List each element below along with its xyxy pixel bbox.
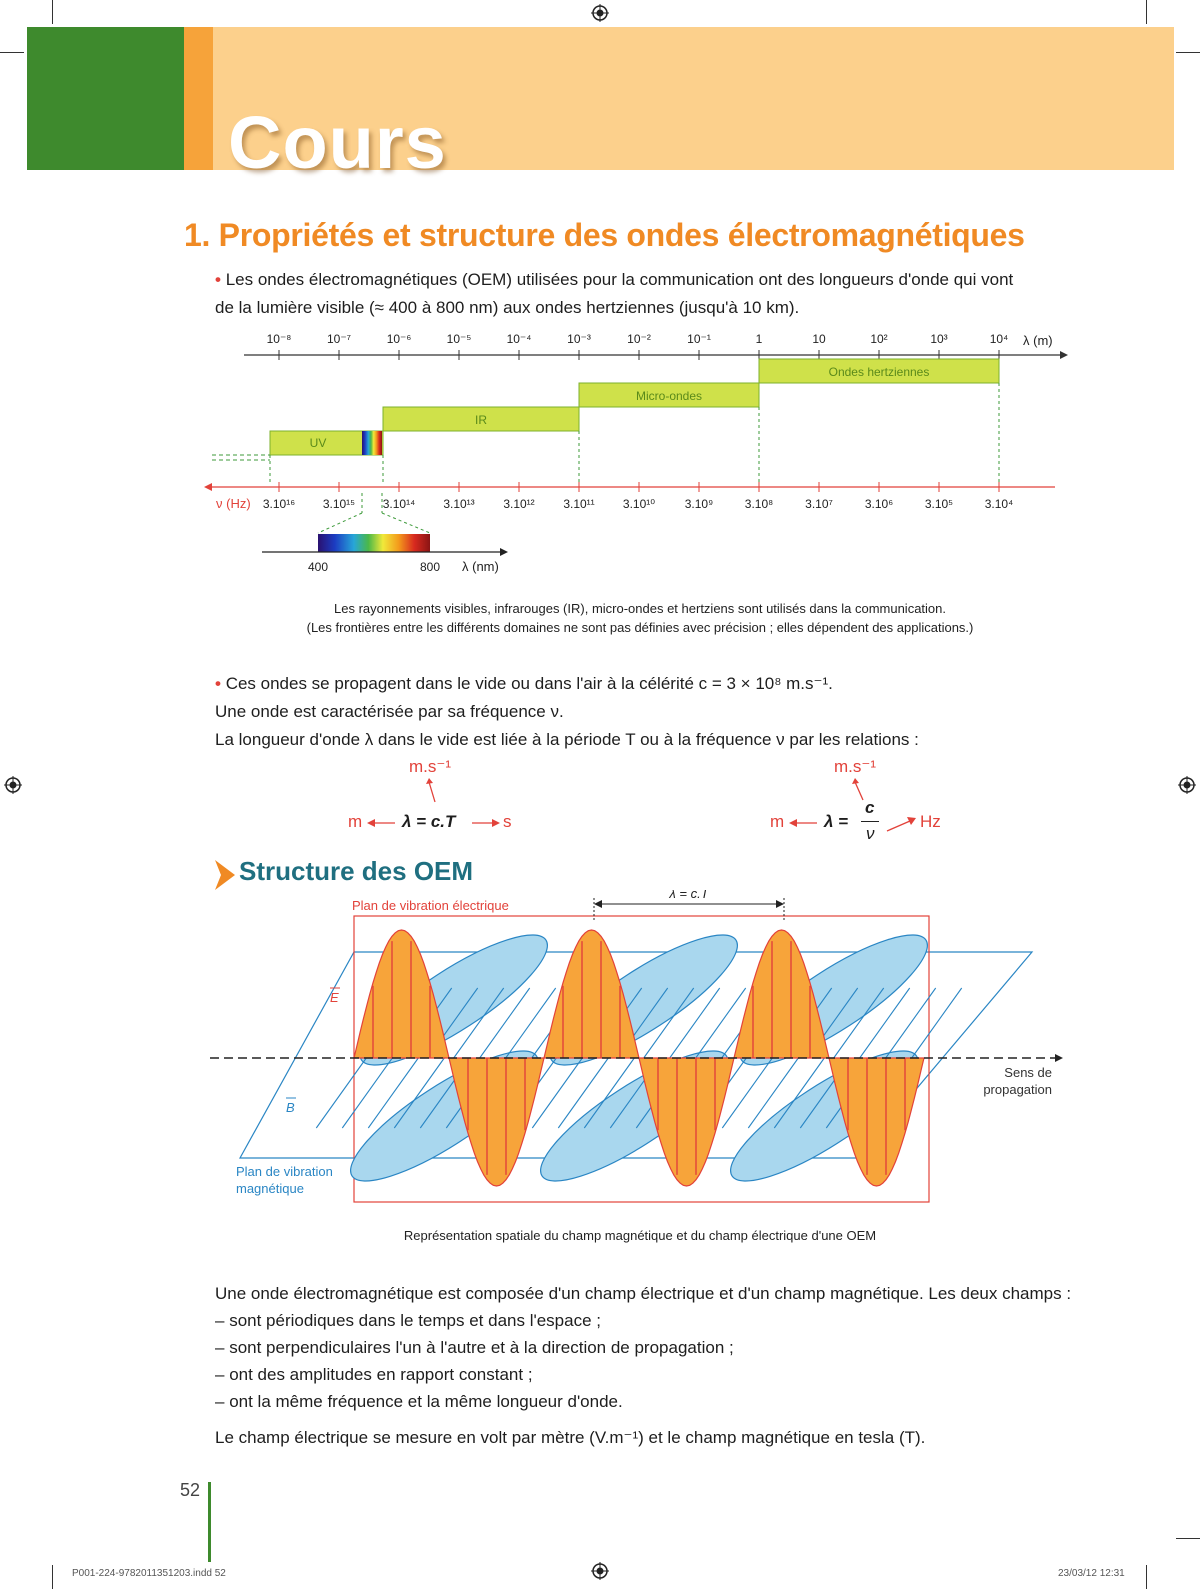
magnetic-plane-label-1: Plan de vibration: [236, 1164, 333, 1179]
structure-title: Structure des OEM: [239, 856, 474, 886]
eq1-formula: λ = c.T: [402, 812, 456, 831]
crop-mark: [1176, 1538, 1200, 1539]
section-arrow-icon: [213, 860, 237, 890]
frequency-tick-label: 3.10¹⁰: [622, 497, 656, 511]
spectrum-caption-line-2: (Les frontières entre les différents domaines ne sont pas définies avec précision ; elles dépendent des applications.): [306, 620, 974, 635]
electric-plane-label: Plan de vibration électrique: [352, 898, 509, 913]
eq2-numerator: c: [865, 798, 875, 817]
conclusion: [215, 1280, 1175, 1451]
registration-mark-icon: [1178, 776, 1196, 794]
frequency-tick-label: 3.10⁶: [864, 497, 894, 511]
visible-axis-label: λ (nm): [462, 559, 499, 574]
list-item: – sont perpendiculaires l'un à l'autre et à la direction de propagation ;: [215, 1338, 734, 1357]
eq1-left-arrow-icon: [367, 817, 397, 829]
spectrum-caption: [180, 601, 1100, 635]
wavelength-tick-label: 10⁻⁸: [266, 332, 292, 346]
intro-line-1: Les ondes électromagnétiques (OEM) utilisées pour la communication ont des longueurs d'onde qui vont: [225, 270, 1014, 289]
wavelength-tick-label: 10⁻⁴: [506, 332, 532, 346]
conclusion-intro: Une onde électromagnétique est composée d'un champ électrique et d'un champ magnétique. Les deux champs :: [215, 1284, 1072, 1303]
fraction-bar: [861, 821, 879, 822]
frequency-tick-label: 3.10⁵: [924, 497, 954, 511]
crop-mark: [0, 52, 24, 53]
magnetic-field-vector: [912, 988, 962, 1058]
wavelength-label: λ = c.T: [669, 890, 709, 901]
em-wave-diagram: [210, 890, 1080, 1220]
wavelength-tick-label: 10⁻¹: [687, 332, 711, 346]
registration-mark-icon: [591, 4, 609, 22]
page-title: Cours: [228, 101, 447, 184]
frequency-tick-label: 3.10⁷: [805, 497, 833, 511]
crop-mark: [52, 0, 53, 24]
wavelength-axis-arrow: [1060, 351, 1068, 359]
crop-mark: [52, 1565, 53, 1589]
eq1-unit-top: m.s⁻¹: [409, 757, 452, 776]
band-ir-label: IR: [475, 413, 487, 427]
eq2-unit-top: m.s⁻¹: [834, 757, 877, 776]
visible-max-label: 800: [419, 560, 441, 574]
band-uv-label: UV: [309, 436, 327, 450]
magnetic-plane-label-2: magnétique: [236, 1181, 304, 1196]
registration-mark-icon: [591, 1562, 609, 1580]
propagation-arrow: [1055, 1054, 1063, 1062]
list-item: – ont la même fréquence et la même longueur d'onde.: [215, 1392, 623, 1411]
eq2-left-unit: m: [770, 812, 785, 831]
wavelength-tick-label: 10⁻³: [567, 332, 591, 346]
frequency-axis-arrow: [204, 483, 212, 491]
wavelength-axis-label: λ (m): [1023, 333, 1053, 348]
magnetic-field-vector: [886, 988, 936, 1058]
propagation-paragraph: [215, 670, 1175, 754]
wavelength-tick-label: 10³: [930, 332, 948, 346]
structure-caption: Représentation spatiale du champ magnétique et du champ électrique d'une OEM: [403, 1228, 877, 1243]
band-visible: [362, 431, 382, 455]
page-number-bar: [208, 1482, 211, 1562]
wavelength-tick-label: 10⁻⁷: [326, 332, 352, 346]
crop-mark: [1176, 52, 1200, 53]
visible-spectrum: [318, 534, 430, 552]
frequency-tick-label: 3.10¹²: [503, 497, 535, 511]
magnetic-field-vector: [316, 1058, 366, 1128]
eq2-lhs: λ =: [824, 812, 849, 831]
magnetic-field-vector: [342, 1058, 392, 1128]
visible-axis-arrow: [500, 548, 508, 556]
units-line: Le champ électrique se mesure en volt par mètre (V.m⁻¹) et le champ magnétique en tesla (T).: [215, 1428, 926, 1447]
footer-file-info: P001-224-9782011351203.indd 52: [72, 1568, 226, 1579]
spectrum-caption-line-1: Les rayonnements visibles, infrarouges (IR), micro-ondes et hertziens sont utilisés dans la communication.: [334, 601, 946, 616]
band-radio-label: Ondes hertziennes: [828, 365, 930, 379]
intro-line-2: de la lumière visible (≈ 400 à 800 nm) aux ondes hertziennes (jusqu'à 10 km).: [215, 298, 800, 317]
frequency-tick-label: 3.10¹⁴: [382, 497, 416, 511]
eq2-right-unit: Hz: [920, 812, 941, 831]
frequency-tick-label: 3.10⁴: [984, 497, 1014, 511]
frequency-tick-label: 3.10⁸: [744, 497, 774, 511]
frequency-tick-label: 3.10¹³: [443, 497, 475, 511]
bullet: •: [215, 270, 221, 289]
wavelength-tick-label: 10: [812, 332, 826, 346]
wavelength-tick-label: 10⁴: [989, 332, 1009, 346]
b-field-label: B: [286, 1100, 295, 1115]
registration-mark-icon: [4, 776, 22, 794]
zoom-line: [382, 513, 430, 533]
intro-paragraph: [215, 266, 1175, 322]
direction-label-2: propagation: [983, 1082, 1052, 1097]
spectrum-diagram: [200, 325, 1080, 595]
bullet: •: [215, 674, 221, 693]
crop-mark: [1146, 0, 1147, 24]
wavelength-arrowhead: [776, 900, 784, 908]
wavelength-arrowhead: [594, 900, 602, 908]
wavelength-tick-label: 10⁻²: [627, 332, 651, 346]
frequency-axis-label: ν (Hz): [216, 496, 251, 511]
eq1-left-unit: m: [348, 812, 363, 831]
eq1-up-arrow-icon: [425, 778, 445, 804]
propagation-line-2: Une onde est caractérisée par sa fréquence ν.: [215, 702, 564, 721]
wavelength-tick-label: 10⁻⁶: [386, 332, 412, 346]
propagation-line-3: La longueur d'onde λ dans le vide est liée à la période T ou à la fréquence ν par les relations :: [215, 730, 919, 749]
zoom-line: [318, 513, 362, 533]
eq2-denominator: ν: [866, 824, 875, 843]
wavelength-tick-label: 10²: [870, 332, 888, 346]
eq1-right-arrow-icon: [470, 817, 500, 829]
wavelength-tick-label: 1: [755, 332, 763, 346]
wavelength-tick-label: 10⁻⁵: [446, 332, 472, 346]
band-microwaves-label: Micro-ondes: [635, 389, 703, 403]
frequency-tick-label: 3.10¹⁶: [262, 497, 296, 511]
footer-date-info: 23/03/12 12:31: [1058, 1568, 1125, 1579]
list-item: – sont périodiques dans le temps et dans l'espace ;: [215, 1311, 601, 1330]
eq2-right-arrow-icon: [885, 816, 917, 834]
header-green-block: [27, 27, 184, 170]
list-item: – ont des amplitudes en rapport constant ;: [215, 1365, 533, 1384]
frequency-tick-label: 3.10¹⁵: [322, 497, 356, 511]
eq1-right-unit: s: [503, 812, 512, 831]
page-number: 52: [180, 1480, 201, 1500]
section-title: 1. Propriétés et structure des ondes électromagnétiques: [184, 217, 1025, 253]
crop-mark: [1146, 1565, 1147, 1589]
direction-label-1: Sens de: [1004, 1065, 1052, 1080]
e-field-label: E: [330, 990, 339, 1005]
eq2-left-arrow-icon: [789, 817, 819, 829]
frequency-tick-label: 3.10¹¹: [563, 497, 595, 511]
propagation-line-1: Ces ondes se propagent dans le vide ou dans l'air à la célérité c = 3 × 10⁸ m.s⁻¹.: [225, 674, 833, 693]
header-orange-bar: [184, 27, 213, 170]
frequency-tick-label: 3.10⁹: [684, 497, 714, 511]
visible-min-label: 400: [307, 560, 329, 574]
